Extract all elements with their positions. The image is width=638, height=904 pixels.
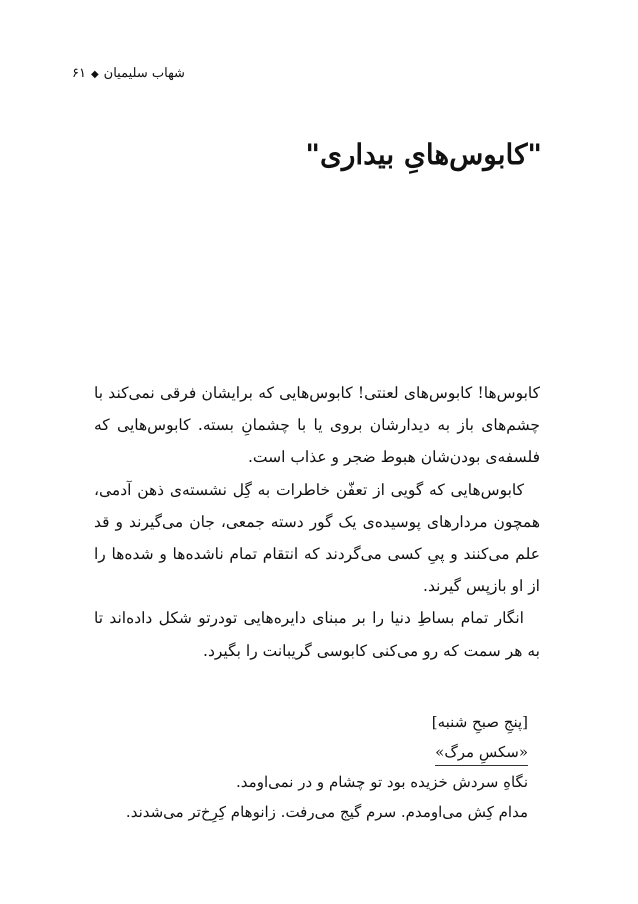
- body-text: [94, 377, 540, 667]
- header-author: شهاب سلیمیان: [103, 66, 185, 81]
- diamond-separator-icon: ◆: [90, 69, 99, 80]
- paragraph-2: کابوس‌هایی که گویی از تعفّن خاطرات به گِل نشسته‌ی ذهن آدمی، همچون مردارهای پوسیده‌ی یک گور دسته جمعی، جان می‌گیرند و قد علم می‌کنند و پیِ کسی می‌گردند که انتقام تمام ناشده‌ها و شده‌ها را از او بازپس گیرند.: [94, 480, 540, 596]
- paragraph-3: انگار تمام بساطِ دنیا را بر مبنای دایره‌هایی تودرتو شکل داده‌اند تا به هر سمت که رو می‌کنی کابوسی گریبانت را بگیرد.: [94, 609, 540, 660]
- chapter-title: "کابوس‌هایِ بیداری": [305, 138, 542, 171]
- paragraph-1: کابوس‌ها! کابوس‌های لعنتی! کابوس‌هایی که برایشان فرقی نمی‌کند با چشم‌های باز به دیدارشان بروی یا با چشمانِ بسته. کابوس‌هایی که فلسفه‌ی بودن‌شان هبوط ضجر و عذاب است.: [94, 384, 540, 467]
- poem-section: [108, 707, 528, 827]
- page-number: ۶۱: [72, 66, 86, 81]
- poem-line-1: نگاهِ سردش خزیده بود تو چشام و در نمی‌اومد.: [236, 773, 528, 791]
- poem-date: [پنجِ صبحِ شنبه]: [431, 713, 528, 731]
- poem-subtitle: «سکسِ مرگ»: [435, 739, 528, 766]
- running-header: [72, 66, 212, 81]
- poem-line-2: مدام کِش می‌اومدم. سرم گیج می‌رفت. زانوهام کِرِخ‌تر می‌شدند.: [125, 803, 528, 821]
